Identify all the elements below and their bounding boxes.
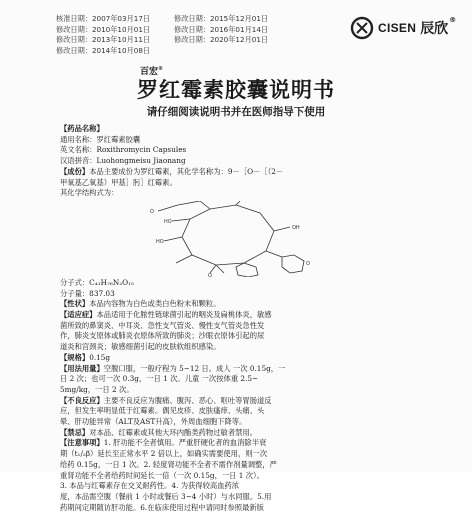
contraindication-text: [60, 428, 412, 439]
indication-line: 菌所致的鼻窦炎、中耳炎、急性支气管炎、慢性支气管炎急性发: [60, 320, 265, 330]
caution-line: 药期间定期随访肝功能。6.在临床使用过程中请同时参照最新版: [60, 502, 264, 512]
revision-date: 修改日期：2020年12月01日: [174, 35, 269, 44]
section-marker: 【药品名称】: [60, 124, 104, 133]
registered-mark: ®: [449, 16, 457, 24]
section-marker: 【成份】: [60, 166, 90, 176]
svg-text:O: O: [208, 272, 212, 277]
revision-date: 修改日期：2014年10月08日: [56, 45, 151, 55]
section-heading-name: [60, 124, 412, 135]
caution-line: 给药 0.15g，一日 1 次。2. 轻度肾功能不全者不需作剂量调整，严: [60, 459, 277, 469]
cisen-logo-icon: [350, 16, 374, 40]
caution-line: 期（t₁/₂β）延长至正常水平 2 倍以上，如确实需要使用，则一次: [60, 449, 268, 459]
caution-line: 重肾功能不全者给药时间延长一倍（一次 0.15g，一日 1 次）。: [60, 470, 264, 480]
leaflet-body: [60, 124, 412, 513]
chemical-structure-diagram: [60, 201, 320, 277]
ingredient-line: [60, 167, 412, 178]
section-text: 空腹口服，一般疗程为 5~12 日。成人 一次 0.15g，一: [103, 363, 286, 373]
section-text: 0.15g: [89, 352, 111, 362]
adverse-line: 晕、肝功能异常（ALT及AST升高），外周血细胞下降等。: [60, 417, 247, 427]
dosage-line: 日 2 次；也可一次 0.3g，一日 1 次。儿童 一次按体重 2.5~: [60, 374, 259, 384]
brand-text: 百宏: [140, 67, 159, 77]
caution-line: 度，本品需空腹（餐前 1 小时或餐后 3~4 小时）与水同服。5.用: [60, 491, 272, 501]
structure-label: 其化学结构式为：: [60, 188, 119, 198]
document-title: 罗红霉素胶囊说明书: [137, 77, 335, 102]
section-text: 本品内容物为白色或类白色粉末和颗粒。: [89, 299, 221, 309]
specification-text: [60, 353, 412, 364]
revision-row: [56, 25, 308, 36]
adverse-line: 应，但发生率明显低于红霉素。偶见皮疹、皮肤瘙痒、头痛、头: [60, 406, 265, 416]
section-marker: 【不良反应】: [60, 395, 104, 405]
svg-text:HO: HO: [156, 238, 164, 245]
section-marker: 【用法用量】: [60, 363, 104, 373]
section-text: 主要不良反应为腹痛、腹泻、恶心、呕吐等胃肠道反: [103, 395, 272, 405]
appearance-text: [60, 299, 412, 310]
logo-cn-text: 辰欣: [420, 21, 449, 37]
section-text: 对本品、红霉素或其他大环内酯类药物过敏者禁用。: [89, 427, 258, 437]
dosage-line: 5mg/kg，一日 2 次。: [60, 384, 134, 394]
pinyin-name: 汉语拼音：Luohongmeisu Jiaonang: [60, 156, 186, 166]
section-marker: 【规格】: [60, 352, 90, 362]
section-text: 本品适用于化脓性链球菌引起的咽炎及扁桃体炎，敏感: [96, 310, 272, 320]
revision-row: [56, 14, 308, 25]
svg-text:OH: OH: [292, 224, 300, 231]
revision-date: 修改日期：2016年01月14日: [174, 24, 269, 34]
section-marker: 【性状】: [60, 299, 90, 309]
svg-text:O: O: [150, 208, 154, 215]
revision-dates: [56, 14, 308, 56]
company-logo: [350, 14, 457, 42]
revision-date: 核准日期：2007年03月17日: [56, 14, 151, 23]
ingredient-line: 甲氧基乙氧基）甲基］肟］红霉素。: [60, 177, 177, 187]
generic-name: 通用名称：罗红霉素胶囊: [60, 134, 141, 144]
section-marker: 【注意事项】: [60, 438, 104, 448]
adverse-line: [60, 396, 412, 407]
dosage-line: [60, 364, 412, 375]
caution-line: [60, 438, 412, 449]
indication-line: [60, 310, 412, 321]
logo-text: CISEN: [378, 21, 417, 35]
revision-row: [56, 46, 308, 57]
section-text: 1. 肝功能不全者慎用。严重肝硬化者的血消除半衰: [103, 438, 267, 448]
molecular-weight: 分子量：837.03: [60, 288, 115, 298]
english-name: 英文名称：Roxithromycin Capsules: [60, 145, 187, 155]
svg-text:O: O: [306, 260, 310, 267]
revision-row: [56, 35, 308, 46]
revision-date: 修改日期：2013年10月11日: [56, 35, 151, 44]
indication-line: 作，肺炎支原体或肺炎衣原体所致的肺炎；沙眼衣原体引起的尿: [60, 331, 265, 341]
svg-text:HO: HO: [164, 218, 172, 225]
molecular-formula: 分子式：C₄₁H₇₆N₂O₁₅: [60, 277, 134, 287]
indication-line: 道炎和宫颈炎；敏感细菌引起的皮肤软组织感染。: [60, 342, 221, 352]
caution-line: 3. 本品与红霉素存在交叉耐药性。4. 为获得较高血药浓: [60, 481, 240, 491]
section-text: 本品主要成份为罗红霉素，其化学名称为：9－［O－［（2－: [89, 166, 284, 176]
revision-date: 修改日期：2010年10月01日: [56, 24, 151, 34]
logo-chinese-name: [420, 16, 457, 38]
section-marker: 【适应症】: [60, 310, 97, 320]
section-marker: 【禁忌】: [60, 427, 90, 437]
document-subtitle: 请仔细阅读说明书并在医师指导下使用: [146, 106, 326, 118]
brand-mark: ®: [158, 66, 164, 72]
revision-date: 修改日期：2015年12月01日: [174, 14, 269, 23]
